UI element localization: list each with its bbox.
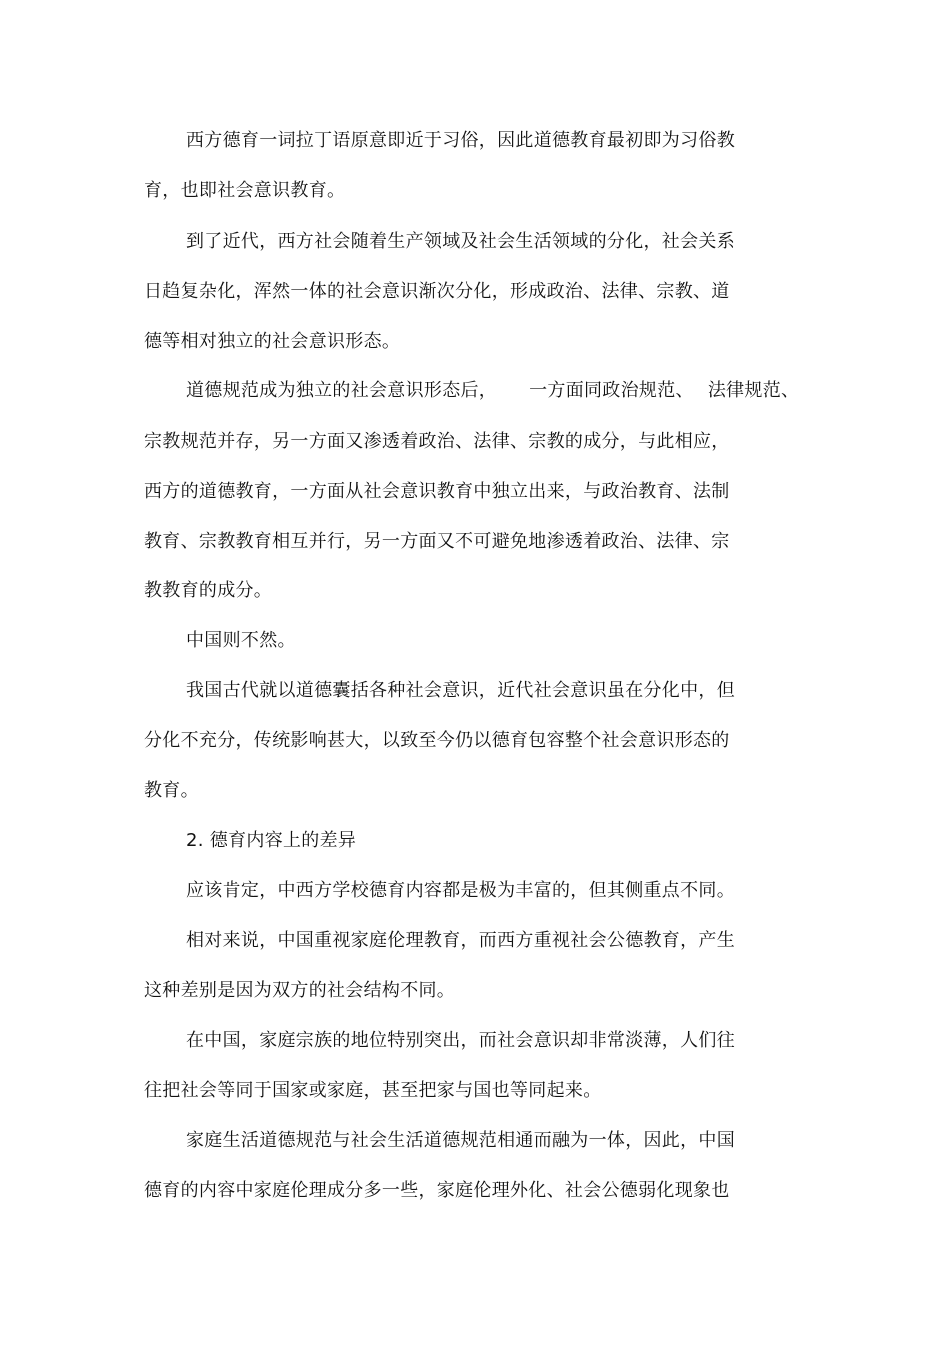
text-line: 分化不充分，传统影响甚大，以致至今仍以德育包容整个社会意识形态的: [144, 730, 730, 751]
text-line: 这种差别是因为双方的社会结构不同。: [144, 980, 456, 1001]
text-line: 中国则不然。: [186, 630, 296, 651]
text-line: 西方德育一词拉丁语原意即近于习俗，因此道德教育最初即为习俗教: [186, 130, 735, 151]
text-line: 西方的道德教育，一方面从社会意识教育中独立出来，与政治教育、法制: [144, 481, 730, 502]
text-line: 教育、宗教教育相互并行，另一方面又不可避免地渗透着政治、法律、宗: [144, 531, 730, 552]
text-segment: 一方面同政治规范、: [529, 380, 694, 401]
text-line: 在中国，家庭宗族的地位特别突出，而社会意识却非常淡薄，人们往: [186, 1030, 735, 1051]
text-line: 德等相对独立的社会意识形态。: [144, 331, 401, 352]
section-heading: 2. 德育内容上的差异: [186, 830, 357, 851]
text-line: 教教育的成分。: [144, 580, 273, 601]
text-line: 日趋复杂化，浑然一体的社会意识渐次分化，形成政治、法律、宗教、道: [144, 281, 730, 302]
text-line: [186, 378, 799, 404]
text-line: 往把社会等同于国家或家庭，甚至把家与国也等同起来。: [144, 1080, 602, 1101]
text-line: 育，也即社会意识教育。: [144, 180, 346, 201]
text-line: 宗教规范并存，另一方面又渗透着政治、法律、宗教的成分，与此相应，: [144, 431, 730, 452]
text-line: 到了近代，西方社会随着生产领域及社会生活领域的分化，社会关系: [186, 231, 735, 252]
text-line: 家庭生活道德规范与社会生活道德规范相通而融为一体，因此，中国: [186, 1130, 735, 1151]
text-line: 我国古代就以道德囊括各种社会意识，近代社会意识虽在分化中，但: [186, 680, 735, 701]
text-line: 相对来说，中国重视家庭伦理教育，而西方重视社会公德教育，产生: [186, 930, 735, 951]
text-segment: 道德规范成为独立的社会意识形态后，: [186, 380, 498, 401]
text-segment: 法律规范、: [707, 380, 800, 401]
text-line: 德育的内容中家庭伦理成分多一些，家庭伦理外化、社会公德弱化现象也: [144, 1180, 730, 1201]
text-line: 应该肯定，中西方学校德育内容都是极为丰富的，但其侧重点不同。: [186, 880, 735, 901]
text-line: 教育。: [144, 780, 199, 801]
